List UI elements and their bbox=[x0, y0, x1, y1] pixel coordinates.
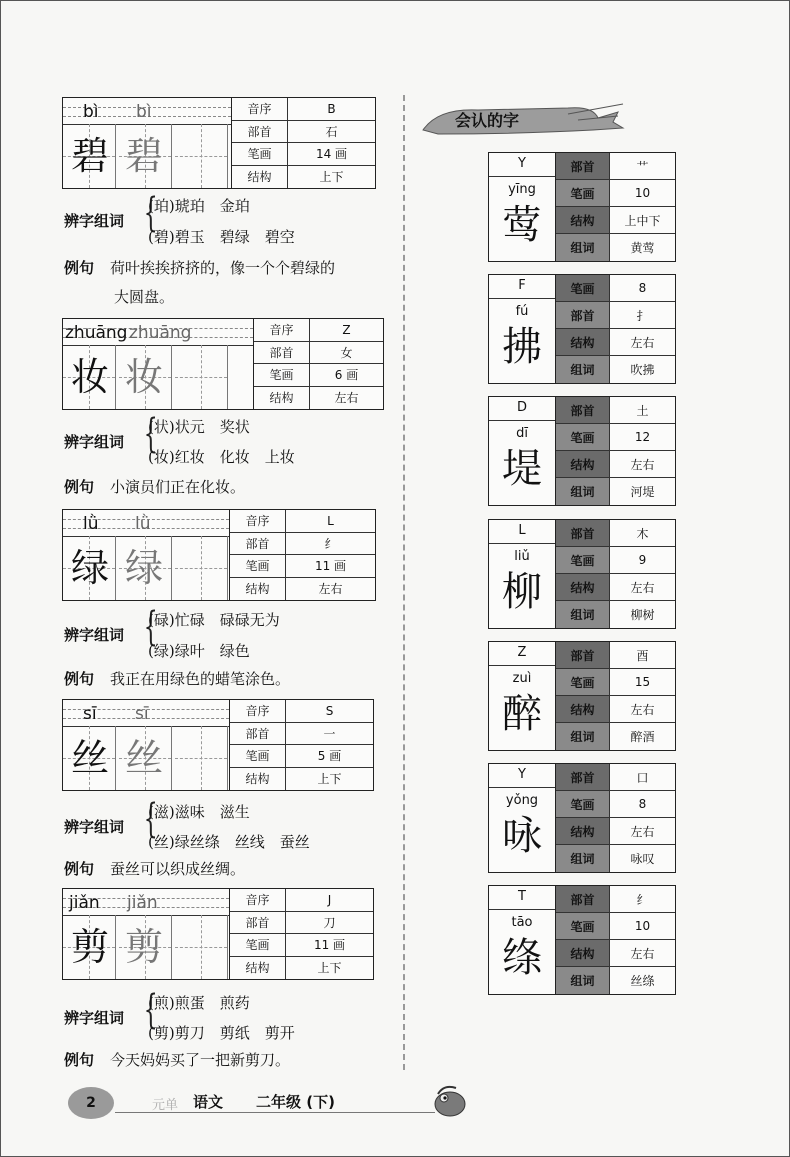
info-key: 部首 bbox=[232, 121, 288, 144]
section-banner bbox=[418, 100, 628, 140]
info-value: 纟 bbox=[286, 533, 375, 556]
hanzi-row bbox=[63, 536, 229, 600]
bianzi-label: 辨字组词 bbox=[64, 433, 125, 451]
info-value: 口 bbox=[610, 764, 675, 791]
info-value: 纟 bbox=[610, 886, 675, 913]
info-key: 结构 bbox=[556, 329, 610, 356]
info-table bbox=[556, 275, 675, 383]
info-value: 女 bbox=[310, 342, 383, 365]
info-key: 部首 bbox=[556, 642, 610, 669]
character-trace: 妆 bbox=[125, 355, 164, 399]
initial-letter: T bbox=[489, 889, 555, 910]
info-key: 结构 bbox=[556, 818, 610, 845]
character: 堤 bbox=[502, 446, 542, 492]
character: 莺 bbox=[502, 202, 542, 248]
pinyin-trace: sī bbox=[135, 704, 149, 724]
bianzi-label: 辨字组词 bbox=[64, 1009, 125, 1027]
info-key: 笔画 bbox=[556, 913, 610, 940]
info-table bbox=[230, 889, 373, 979]
writing-cell bbox=[175, 345, 228, 409]
char-card bbox=[62, 509, 376, 601]
character: 剪 bbox=[71, 925, 110, 969]
info-key: 部首 bbox=[556, 397, 610, 424]
info-key: 部首 bbox=[556, 153, 610, 180]
section-title: 会认的字 bbox=[455, 111, 520, 130]
column-divider bbox=[403, 95, 405, 1070]
char-panel bbox=[489, 397, 556, 505]
info-table bbox=[556, 153, 675, 261]
character: 醉 bbox=[502, 691, 542, 737]
pinyin: sī bbox=[83, 704, 97, 724]
example-sentence: 小演员们正在化妆。 bbox=[110, 478, 246, 496]
info-value: 上下 bbox=[317, 772, 342, 787]
footer-grade: 二年级 (下) bbox=[256, 1093, 335, 1111]
character: 咏 bbox=[502, 813, 542, 859]
initial-letter: Z bbox=[489, 645, 555, 666]
example-label: 例句 bbox=[64, 1051, 95, 1069]
info-value: 10 bbox=[610, 913, 675, 940]
info-key: 音序 bbox=[232, 98, 288, 121]
writing-grid bbox=[63, 510, 230, 600]
info-value: J bbox=[286, 889, 373, 912]
info-key: 音序 bbox=[254, 319, 310, 342]
info-key: 笔画 bbox=[230, 745, 286, 768]
pinyin: liǔ bbox=[514, 549, 530, 564]
initial-letter: D bbox=[489, 400, 555, 421]
info-value: 左右 bbox=[318, 582, 343, 597]
pinyin-trace: lǜ bbox=[135, 514, 151, 534]
info-key: 部首 bbox=[556, 764, 610, 791]
word-group: (碧)碧玉 碧绿 碧空 bbox=[148, 228, 295, 246]
pinyin-trace: jiǎn bbox=[127, 893, 158, 913]
info-value: 刀 bbox=[286, 912, 373, 935]
footer-faint-label: 元单 bbox=[152, 1098, 179, 1113]
word-group: (丝)绿丝绦 丝线 蚕丝 bbox=[148, 833, 310, 851]
info-key: 组词 bbox=[556, 723, 610, 750]
info-value: 扌 bbox=[610, 302, 675, 329]
character: 妆 bbox=[71, 355, 110, 399]
info-key: 部首 bbox=[230, 723, 286, 746]
character: 绿 bbox=[71, 546, 110, 590]
info-value: 丝绦 bbox=[630, 974, 655, 988]
info-key: 结构 bbox=[230, 578, 286, 601]
recognize-card bbox=[488, 152, 676, 262]
writing-grid bbox=[63, 889, 230, 979]
page-number: 2 bbox=[68, 1087, 114, 1119]
info-key: 结构 bbox=[556, 574, 610, 601]
info-key: 笔画 bbox=[556, 180, 610, 207]
info-key: 音序 bbox=[230, 510, 286, 533]
recognize-card bbox=[488, 274, 676, 384]
brace: { bbox=[143, 796, 158, 842]
pinyin-row bbox=[63, 889, 229, 916]
example-sentence: 今天妈妈买了一把新剪刀。 bbox=[110, 1051, 291, 1069]
info-value: 11 画 bbox=[286, 934, 373, 957]
char-card bbox=[62, 97, 376, 189]
info-value: 10 bbox=[610, 180, 675, 207]
character: 丝 bbox=[71, 736, 110, 780]
info-value: 6 画 bbox=[310, 364, 383, 387]
info-key: 结构 bbox=[556, 207, 610, 234]
initial-letter: F bbox=[489, 278, 555, 299]
character: 绦 bbox=[502, 935, 542, 981]
initial-letter: L bbox=[489, 523, 555, 544]
info-key: 组词 bbox=[556, 601, 610, 628]
info-table bbox=[556, 397, 675, 505]
info-value: S bbox=[286, 700, 373, 723]
info-key: 部首 bbox=[230, 533, 286, 556]
char-panel bbox=[489, 275, 556, 383]
word-group: (剪)剪刀 剪纸 剪开 bbox=[148, 1024, 295, 1042]
info-value: 12 bbox=[610, 424, 675, 451]
brace: { bbox=[143, 604, 158, 650]
info-value: 5 画 bbox=[286, 745, 373, 768]
info-key: 笔画 bbox=[556, 275, 610, 302]
info-key: 组词 bbox=[556, 967, 610, 994]
pinyin: dī bbox=[516, 426, 528, 441]
info-value: 酉 bbox=[610, 642, 675, 669]
brace: { bbox=[143, 190, 158, 236]
info-key: 音序 bbox=[230, 700, 286, 723]
recognize-card bbox=[488, 885, 676, 995]
info-key: 组词 bbox=[556, 845, 610, 872]
character-trace: 绿 bbox=[125, 546, 164, 590]
initial-letter: Y bbox=[489, 156, 555, 177]
info-key: 结构 bbox=[230, 957, 286, 980]
recognize-card bbox=[488, 519, 676, 629]
info-value: 左右 bbox=[334, 391, 359, 406]
info-value: 8 bbox=[610, 791, 675, 818]
info-value: 艹 bbox=[610, 153, 675, 180]
word-group: (滋)滋味 滋生 bbox=[148, 803, 250, 821]
info-key: 笔画 bbox=[254, 364, 310, 387]
example-sentence: 蚕丝可以织成丝绸。 bbox=[110, 860, 246, 878]
writing-cell bbox=[175, 726, 228, 790]
hanzi-row bbox=[63, 345, 253, 409]
writing-cell bbox=[175, 915, 228, 979]
info-value: 上下 bbox=[317, 961, 342, 976]
info-value: 15 bbox=[610, 669, 675, 696]
pinyin-row bbox=[63, 319, 253, 346]
info-key: 组词 bbox=[556, 234, 610, 261]
pinyin: lǜ bbox=[83, 514, 99, 534]
character-trace: 剪 bbox=[125, 925, 164, 969]
character-trace: 碧 bbox=[125, 134, 164, 178]
hanzi-row bbox=[63, 915, 229, 979]
example-label: 例句 bbox=[64, 478, 95, 496]
pinyin-row bbox=[63, 510, 229, 537]
character-trace: 丝 bbox=[125, 736, 164, 780]
info-value: 土 bbox=[610, 397, 675, 424]
character: 柳 bbox=[502, 569, 542, 615]
info-table bbox=[254, 319, 383, 409]
info-key: 笔画 bbox=[556, 424, 610, 451]
char-panel bbox=[489, 886, 556, 994]
info-key: 结构 bbox=[556, 940, 610, 967]
info-key: 结构 bbox=[556, 451, 610, 478]
hanzi-row bbox=[63, 726, 229, 790]
char-panel bbox=[489, 153, 556, 261]
info-key: 部首 bbox=[556, 886, 610, 913]
info-value: 咏叹 bbox=[630, 852, 655, 866]
pinyin-row bbox=[63, 700, 229, 727]
info-key: 笔画 bbox=[556, 791, 610, 818]
char-card bbox=[62, 318, 384, 410]
pinyin: yǒng bbox=[505, 793, 539, 808]
info-value: 8 bbox=[610, 275, 675, 302]
info-key: 结构 bbox=[232, 166, 288, 189]
info-key: 音序 bbox=[230, 889, 286, 912]
initial-letter: Y bbox=[489, 767, 555, 788]
word-group: (碌)忙碌 碌碌无为 bbox=[148, 611, 280, 629]
hanzi-row bbox=[63, 124, 231, 188]
brace: { bbox=[143, 987, 158, 1033]
word-group: (煎)煎蛋 煎药 bbox=[148, 994, 250, 1012]
info-key: 结构 bbox=[556, 696, 610, 723]
info-key: 组词 bbox=[556, 356, 610, 383]
example-label: 例句 bbox=[64, 670, 95, 688]
pinyin: tāo bbox=[511, 915, 533, 930]
info-table bbox=[556, 642, 675, 750]
recognize-card bbox=[488, 396, 676, 506]
pinyin: zuì bbox=[512, 671, 532, 686]
info-value: 石 bbox=[288, 121, 375, 144]
info-value: 一 bbox=[286, 723, 373, 746]
info-value: 左右 bbox=[610, 329, 675, 356]
info-value: 左右 bbox=[610, 940, 675, 967]
char-panel bbox=[489, 520, 556, 628]
char-card bbox=[62, 699, 374, 791]
info-table bbox=[230, 510, 375, 600]
char-panel bbox=[489, 764, 556, 872]
word-group: (状)状元 奖状 bbox=[148, 418, 250, 436]
info-table bbox=[556, 520, 675, 628]
info-key: 部首 bbox=[230, 912, 286, 935]
info-value: 木 bbox=[610, 520, 675, 547]
info-value: 9 bbox=[610, 547, 675, 574]
info-key: 结构 bbox=[230, 768, 286, 791]
pinyin: zhuāng bbox=[65, 323, 128, 343]
info-value: 左右 bbox=[610, 451, 675, 478]
bianzi-label: 辨字组词 bbox=[64, 818, 125, 836]
info-value: 上中下 bbox=[610, 207, 675, 234]
bianzi-label: 辨字组词 bbox=[64, 212, 125, 230]
pinyin-row bbox=[63, 98, 231, 125]
pinyin: bì bbox=[83, 102, 99, 122]
writing-grid bbox=[63, 319, 254, 409]
info-value: 左右 bbox=[610, 696, 675, 723]
info-value: 河堤 bbox=[630, 485, 655, 499]
info-value: 黄莺 bbox=[630, 241, 655, 255]
recognize-card bbox=[488, 763, 676, 873]
footer-subject: 语文 bbox=[193, 1093, 224, 1111]
character: 拂 bbox=[502, 324, 542, 370]
info-key: 笔画 bbox=[556, 669, 610, 696]
info-key: 结构 bbox=[254, 387, 310, 410]
example-label: 例句 bbox=[64, 259, 95, 277]
info-value: L bbox=[286, 510, 375, 533]
info-value: 11 画 bbox=[286, 555, 375, 578]
info-value: 醉酒 bbox=[630, 730, 655, 744]
info-value: 吹拂 bbox=[630, 363, 655, 377]
example-label: 例句 bbox=[64, 860, 95, 878]
info-value: 上下 bbox=[319, 170, 344, 185]
info-table bbox=[556, 886, 675, 994]
writing-grid bbox=[63, 700, 230, 790]
footer-rule bbox=[115, 1112, 435, 1113]
char-panel bbox=[489, 642, 556, 750]
info-value: 左右 bbox=[610, 574, 675, 601]
pinyin: yīng bbox=[508, 182, 536, 197]
info-value: B bbox=[288, 98, 375, 121]
word-group: (绿)绿叶 绿色 bbox=[148, 642, 250, 660]
writing-cell bbox=[175, 124, 228, 188]
char-card bbox=[62, 888, 374, 980]
info-key: 笔画 bbox=[230, 934, 286, 957]
info-key: 部首 bbox=[556, 520, 610, 547]
bianzi-label: 辨字组词 bbox=[64, 626, 125, 644]
info-table bbox=[232, 98, 375, 188]
info-value: 柳树 bbox=[630, 608, 655, 622]
brace: { bbox=[143, 411, 158, 457]
info-value: Z bbox=[310, 319, 383, 342]
writing-grid bbox=[63, 98, 232, 188]
info-key: 笔画 bbox=[556, 547, 610, 574]
info-key: 笔画 bbox=[232, 143, 288, 166]
example-sentence: 我正在用绿色的蜡笔涂色。 bbox=[110, 670, 291, 688]
pinyin-trace: bì bbox=[136, 102, 152, 122]
info-key: 笔画 bbox=[230, 555, 286, 578]
info-value: 14 画 bbox=[288, 143, 375, 166]
character: 碧 bbox=[71, 134, 110, 178]
word-group: (珀)琥珀 金珀 bbox=[148, 197, 250, 215]
example-sentence: 荷叶挨挨挤挤的，像一个个碧绿的 bbox=[110, 259, 336, 277]
word-group: (妆)红妆 化妆 上妆 bbox=[148, 448, 295, 466]
info-table bbox=[230, 700, 373, 790]
example-sentence: 大圆盘。 bbox=[114, 288, 175, 306]
mascot-icon bbox=[430, 1080, 470, 1120]
recognize-card bbox=[488, 641, 676, 751]
pinyin: jiǎn bbox=[69, 893, 100, 913]
info-key: 组词 bbox=[556, 478, 610, 505]
pinyin: fú bbox=[515, 304, 529, 319]
info-table bbox=[556, 764, 675, 872]
info-value: 左右 bbox=[610, 818, 675, 845]
info-key: 部首 bbox=[556, 302, 610, 329]
pinyin-trace: zhuāng bbox=[129, 323, 192, 343]
writing-cell bbox=[175, 536, 228, 600]
info-key: 部首 bbox=[254, 342, 310, 365]
